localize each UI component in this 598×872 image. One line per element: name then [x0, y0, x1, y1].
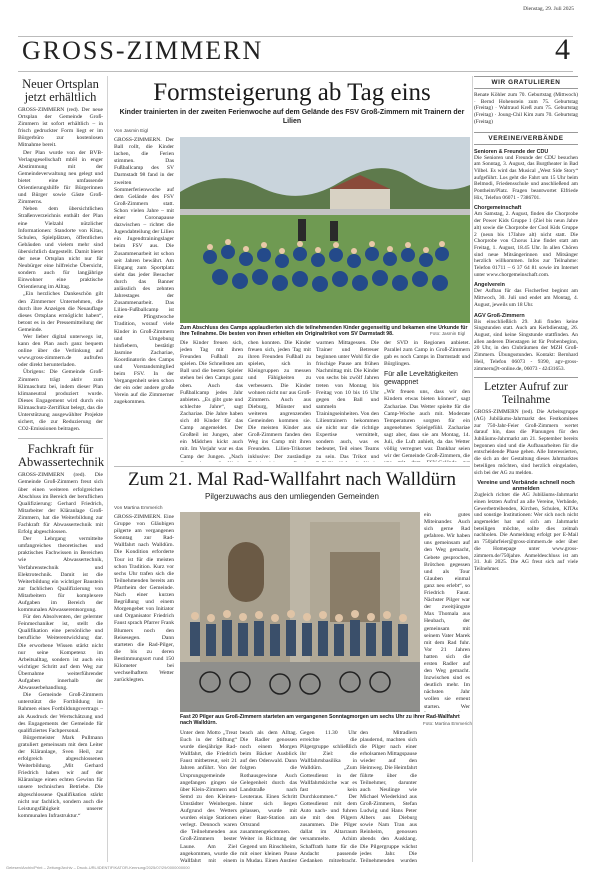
club-3-text: Der Aufbau für das Fischerfest beginnt am Mittwoch, 30. Juli und endet am Montag, 4. August, jeweils um 18 Uhr.	[474, 288, 578, 308]
article2-col2	[180, 730, 237, 862]
last-call-text-1: GROSS-ZIMMERN (red). Die Arbeitsgruppe (AG) Jubiläums-Jahrmarkt des Festkomitees zur 750-Jahr-Feier Groß-Zimmern wertet darauf hin, dass die Planungen für den Jubiläums-Jahrmarkt am 21. September bereits begonnen sind und die Aufbauarbeiten für die entscheidende Phase gehen. Alle Interessierten, die sich an der Gestaltung dieses Jahrmarktes beteiligen möchten, sind herzlich eingeladen, sich bei der AG zu melden.	[474, 409, 578, 476]
article1-col2-text: Die Kinder freuen sich, jeden Tag mit ihren Freunden Fußball zu spielen. Die Schnellsten am Ball und die besten Spieler stehen bei den Camps ganz oben. Auch das Fußballcamp jedes Jahr anbieten. „Es gibt gute und schlechte Jahre“, sagt Zachariae. Die Jahre haben sich 40 Kinder für das Camp angemeldet. Der Großteil ist Jungen, aber ein Mädchen kickt auch mit. Im Vorjahr war es das Camp der Jungen. „Nach	[180, 340, 243, 460]
abwasser-text-4: Die Gemeinde Groß-Zimmern unterstützt die Fortbildung im Rahmen eines Fortbildungsvertrags – als Ausdruck der Wertschätzung und des Engagements der Gemeinde für qualifiziertes Fachpersonal.	[18, 692, 103, 734]
article1-col1-text: GROSS-ZIMMERN. Der Ball rollt, die Kinder lachen, die Ferien stimmen. Das Fußballcamp des SV Darmstadt 98 fand in der zweiten Sommerferienwoche auf dem Gelände des FSV Groß-Zimmern statt. Schon vielen Jahre – mit einer Coronapause dazwischen – richtet die Jugendabteilung der Lilien ein Jugendtrainingslager beim FSV aus. Die Zusammenarbeit ist schon seit Jahren bewährt. Am Eingang zum Sportplatz sieht das jeder Besucher durch das Banner anlässlich des zehnten Jahrestages der Zusammenarbeit. Das Lilien-Fußballcamp ist eine Pfingstwoche Tradition, worauf viele Kinder in Groß-Zimmern und Umgebung hinfiebern, bestätigt Jasmine Zachariae, Koordinatorin des Camps und Vorstandsmitglied beim FSV. In der Vergangenheit seien schon der ein oder andere große Verein auf die Zimmerner zugekommen.	[114, 137, 174, 406]
article2-col3	[240, 730, 297, 862]
soccer-camp-photo	[180, 137, 470, 323]
abwasser-text-2: Der Lehrgang vermittelte umfangreiches theoretisches und praktisches Fachwissen in Bereichen wie Abwassertechnik, Verfahrenstechnik und Elektrotechnik. Damit ist die Weiterbildung ein wichtiger Baustein zur fachlichen Qualifizierung von Mitarbeitern für komplexere Aufgaben im Bereich der kommunalen Abwasserentsorgung.	[18, 536, 103, 614]
article2-col1	[114, 514, 174, 734]
photo2-credit: Foto: Martina Emmerich	[423, 721, 473, 726]
article1-col6-text: der SVD in Regionen anbietet. Parallel zum Camp in Groß-Zimmern gab es noch Camps in Darmstadt und Bürglingen.	[384, 340, 470, 368]
article2-col6-top	[424, 512, 470, 712]
article2-col1-text: GROSS-ZIMMERN. Eine Gruppe von Gläubigen pilgerte am vergangenen Sonntag zur Rad-Wallfahrt nach Walldürn. Die Kondition erforderte Tour ist für die meisten schon Tradition. Kurz vor sechs Uhr trafen sich die Teilnehmenden bereits am Pfarrheim der Gemeinde. Nach einer kurzen Begrüßung und einem Morgengebet von Initiator und Organisator Friedrich Faust sprach Pfarrer Frank Blumers noch den Reisesegen. Dann starteten die Rad-Pilger, die bis zu deren Bestimmungsort rund 150 Kilometer bei wechselhaftem Wetter zurücklegten.	[114, 514, 174, 684]
ortsplan-text-3: Neben dem übersichtlichen Straßenverzeichnis enthält der Plan eine Vielzahl nützlicher Informationen: Standorte von Kitas, Schulen, Spielplätzen, öffentlichen Gebäuden und vielem mehr sind übersichtlich dargestellt. Damit bietet der neue Ortsplan nicht nur für Neubürger eine hilfreiche Übersicht, sondern auch für langjährige Einwohner eine praktische Orientierung im Alltag.	[18, 206, 103, 291]
page-number: 4	[555, 33, 570, 66]
ortsplan-text-4: „Ein herzliches Dankeschön gilt den Zimmerner Unternehmen, die durch ihre Anzeigen die Neuauflage dieses Ortsplans ermöglicht haben“, betont es in der Pressemitteilung der Gemeinde.	[18, 291, 103, 333]
article2-col4	[300, 730, 357, 862]
club-2-title: Chorgemeinschaft	[474, 205, 522, 212]
photo1-credit: Foto: Jasmin Eigl	[430, 331, 466, 336]
clubs-header: VEREINE/VERBÄNDE	[474, 132, 578, 145]
article1-byline: Von Jasmin Eigl	[114, 129, 149, 134]
pilgrims-photo	[180, 512, 420, 712]
ortsplan-headline: Neuer Ortsplan jetzt erhältlich	[22, 77, 99, 104]
article2-col6-text: ein gutes Miteinander. Auch sich gerne Rad gefahren. Wir haben uns gemeinsam auf den Weg gemacht, Gebete gesprochen, Brötchen gegessen und als Tour Glauben einmal ganz neu erlebt“, so Friedrich Faust. Nächster Pilger war der zweitjüngste Max Thomala aus Heubach, der gemeinsam mit seinem Vater Marek mit dem Rad fuhr. Vor 21 Jahren hatten sich die ersten Radler auf den Weg gemacht. Inzwischen sind es deutlich mehr. Im nächsten Jahr wollen sie erneut starten. Wer	[424, 512, 470, 710]
abwasser-text-3: Für den Absolventen, der gelernter Feinmechaniker ist, stellt die Qualifikation eine persönliche und berufliche Weiterentwicklung dar. Die erworbene Wissen stärkt nicht nur seine Kompetenz im Arbeitsalltag, sondern ist auch ein wichtiger Schritt auf dem Weg zur Übernahme weiterführender Aufgaben innerhalb der Abwasserbehandlung.	[18, 614, 103, 692]
section-title: GROSS-ZIMMERN	[22, 36, 264, 65]
article2-col5-text: den Mitradlern plaudernd, machten sich die Pilger nach einer erholsamen Mittagspause wieder auf den Heimweg. Die Heimfahrt führte über die Teilnehmer, darunter auch Neulinge wie Michael Wiederkind aus Groß-Zimmern, Stefan Ludwig und Hans Peter Albers aus Dieburg sowie Nam Tran aus Reinheim, genossen abends den Ausklang. Die Pilgergruppe wächst jedes Jahr. Die Teilnehmenden wurden	[360, 730, 417, 862]
sidebar	[474, 76, 578, 866]
article2-col2-text: Unter dem Motto „Treat Euch in der Stiftung“ wurde diesjährige Rad-Wallfahrt, die Friedrich Faust mitbetreut, seit 21 Jahren anführt. Von der Ursprungsgemeinde angefangen gingen sie über Klein-Zimmern und Semd zu den Kleinen-Umstädter Weinbergen. Aufgrund des Wetters wurden einige Stationen verlegt. Dennoch waren die Teilnehmenden aus Groß-Zimmern bester Laune. Am Ziel angekommen, wurde die Wallfahrt mit einem	[180, 730, 237, 862]
club-4-text: Bis einschließlich 29. Juli finden keine Singstunden statt. Auch am Kerbdienstag, 26. August, sind keine Singstunde stattfinden. An allen anderen Dienstagen ist für Probenbeginn, 20 Uhr, in den Clubräumen der MZH Groß-Zimmern. Übungsstunden. Kontakt: Bernhard Heil, Telefon 06073 - 9390, agv-gross-zimmern@t-online.de, 06073 - 42431653.	[474, 318, 578, 372]
article1-subhead: Kinder trainierten in der zweiten Ferienwoche auf dem Gelände des FSV Groß-Zimmern mit Trainern der Lilien	[119, 109, 465, 125]
article1-col6b-text: „Wir freuen uns, dass wir den Kindern etwas bieten können“, sagt Zachariae. Das Wetter spielte für die Camp-Woche auch mit. Moderate Temperaturen sorgten für ein angenehmes Spielgefühl. Zachariae sagt aber, dass sie am Montag, 14. Juli, die Luft anhielt, da das Wetter völlig verregnet war. Dankbar seien wir der Gemeinde Groß-Zimmern, die	[384, 389, 470, 460]
article2-byline: Von Martina Emmerich	[114, 506, 163, 511]
club-1-text: Die Senioren und Freunde der CDU besuchen am Sonntag, 3. August, das Burgtheater in Bad Vilbel. Es wird das Musical „West Side Story“ aufgeführt. Los geht die Fahrt um 15 Uhr beim Belmodi, Friedensschule und anschließend am Pontheim/Platz. Fragen beantwortet Elfriede Hix, Telefon 06071 - 7386701.	[474, 154, 578, 201]
article2-col3-text: beach als dem Alltag. Die Radler genossen noch einem Morgen beim Bäcker Ausblick auf den Odenwald. Dann folgten die Rothausgewinne Auch Gelegenheit durch das Landstraße nach Leuteraus. Einen Schritt hinter sich liegen gelassen, wurde mit einer Rast-Station am Ortsrand zusammengekommen. Weiter in Richtung der Gegend um Rinschheim, mit einer kleinen Pause in Mudau. Einen Anstieg	[240, 730, 297, 862]
last-call-subhead: Vereine und Verbände schnell noch anmelden	[477, 480, 575, 493]
abwasser-text-1: GROSS-ZIMMERN (red). Die Gemeinde Groß-Zimmern freut sich über einen weiteren erfolgreichen Abschluss im Bereich der beruflichen Qualifizierung: Gerhard Friedrich, Mitarbeiter der Kläranlage Groß-Zimmern, hat die Weiterbildung zur Fachkraft für Abwassertechnik mit Erfolg abgeschlossen.	[18, 472, 103, 536]
article1-headline: Formsteigerung ab Tag eins	[153, 79, 431, 106]
congrats-text: Renate Köhler zum 70. Geburtstag (Mittwoch) · Bernd Hohenstein zum 75. Geburtstag (Freitag) · Waltraud Kreß zum 75. Geburtstag (Freitag) · Joung-Chil Kim zum 70. Geburtstag (Freitag)	[474, 92, 578, 125]
page-footer: Gelesen/Archiv/Print – Zeitung/Archiv – Druck-URL/IDENTIFIKATOR-Kennung/2025/07/29/0000000000	[6, 865, 190, 870]
last-call-text-2: Zugleich richtet die AG Jubiläums-Jahrmarkt einen letzten Aufruf an alle Vereine, Verbände, Gewerbetreibenden, Kirchen, Schulen, KITAs und sonstige Institutionen: Wer sich noch nicht angemeldet hat und sich am Jahrmarkt beteiligen möchte, sollte dies zeitnah nachholen. Die Anmeldung erfolgt per E-Mail an 750jahrfeier@gross-zimmern.de oder über die Homepage unter www.gross-zimmern.de/750jahre. Anmeldeschluss ist am 31. Juli 2025. Die AG freut sich auf viele Teilnehmer.	[474, 492, 578, 572]
article1-col3-text: chen konnten. Die Kinder freuen sich, jeden Tag mit ihren Freunden Fußball zu spielen, sich in Kleingruppen zu messen und Fähigkeiten zu verbessern. Die Kinder wohnen nicht nur aus Groß-Zimmern. Auch aus Dieburg, Münster und weiteren angrenzenden Gemeinden kommen sie. Die meisten Kinder aus Groß-Zimmern fanden den Weg ins Camp mit ihren Freunden. Lilien-Trikotset inklusive: Der zuständige	[248, 340, 311, 460]
article-separator	[114, 466, 470, 467]
abwasser-headline: Fachkraft für Abwassertechnik	[18, 442, 105, 470]
club-3-title: Angelverein	[474, 282, 505, 289]
column-divider	[107, 76, 108, 862]
article2-col4-text: Gegen 11.30 Uhr erreichte die Pilgergruppe schließlich ihr Ziel: die Wallfahrtsbasilika in Walldürn. „Zum Gottesdienst in der Wallfahrtskirche war es fast kein Durchkommen.“ Der Gottesdienst mit dem Auto nach- und fuhren sie mit den Pilgern zusammen. Die Pilger dallat im Altarraum versammelte. Achim Schaffrath hatte für die Andacht passende Gedanken mitgebracht.	[300, 730, 357, 862]
article1-col1	[114, 137, 174, 462]
issue-date: Dienstag, 29. Juli 2025	[523, 6, 574, 12]
ortsplan-text-1: GROSS-ZIMMERN (red). Der neue Ortsplan der Gemeinde Groß-Zimmern ist sofort erhältlich – in frisch gedruckter Form liegt er im Bürgerbüro zur kostenlosen Mitnahme bereit.	[18, 107, 103, 149]
last-call-headline: Letzter Aufruf zur Teilnahme	[484, 381, 568, 406]
ortsplan-text-5: Wer lieber digital unterwegs ist, kann den Plan auch ganz bequem online über die Verlinkung auf www.gross-zimmern.de aufrufen oder direkt herunterladen.	[18, 334, 103, 369]
ortsplan-text-6: Übrigens: Die Gemeinde Groß-Zimmern trägt aktiv zum Klimaschutz bei, indem dieser Plan klimaneutral produziert wurde. Dieses Engagement wird durch ein Klimaschutz-Zertifikat belegt, das die Unterstützung ausgewählter Projekte sichert, die zur Reduzierung der CO2-Emissionen beitragen.	[18, 369, 103, 433]
article2-headline: Zum 21. Mal Rad-Wallfahrt nach Walldürn	[128, 469, 456, 490]
article2-col5	[360, 730, 417, 862]
article1-col4	[316, 340, 379, 462]
sidebar-divider	[472, 76, 473, 862]
article2-subhead: Pilgerzuwachs aus den umliegenden Gemeinden	[205, 492, 379, 501]
club-1-title: Senioren & Freunde der CDU	[474, 148, 549, 155]
ortsplan-text-2: Der Plan wurde von der BVB-Verlagsgesellschaft mbH in enger Abstimmung mit der Gemeindeverwaltung neu gelegt und bietet eine umfassende Orientierungshilfe für Bürgerinnen und Bürger sowie Gäste Groß-Zimmerns.	[18, 149, 103, 206]
abwasser-text-5: Bürgermeister Mark Pullmann gratuliert gemeinsam mit dem Leiter der Kläranlage, Sven Heil, zur erfolgreich abgeschlossenen Weiterbildung. „Mit Gerhard Friedrich haben wir auf der Kläranlage einen echten Gewinn für unsere technischen Betriebe. Die abgeschlossene Qualifikation stärkt nicht nur fachlich, sondern auch die Leistungsfähigkeit unserer kommunalen Infrastruktur.“	[18, 734, 103, 819]
club-4-title: AGV Groß-Zimmern	[474, 312, 525, 319]
photo2-caption: Fast 20 Pilger aus Groß-Zimmern starteten am vergangenen Sonntagmorgen um sechs Uhr zu ihrer Rad-Wallfahrt nach Walldürn.	[180, 714, 460, 727]
article1-col6	[384, 340, 470, 462]
photo1-caption: Zum Abschluss des Camps applaudierten sich die teilnehmenden Kinder gegenseitig und bekamen eine Urkunde für ihre Teilnahme. Die besten von ihnen erhielten ein Originaltrikot vom SV Darmstadt 98.	[180, 325, 468, 338]
left-column	[18, 78, 103, 820]
article1-col4-text: warmen Mittagessen. Die Trainer und Betreuer beginnen unter Wohl für die frischige Pause am frühen Nachmittag mit. Die Kinder von sechs bis zwölf Jahren treten von Montag bis Freitag von 10 bis 16 Uhr gegen den Ball und sammeln Trainingseinheiten. Von den Lilientrainern bekommen sie nicht nur die richtige Expertise vermittelt, sondern auch, was es bedeutet, Teil eines Teams zu sein. Das Trikot und	[316, 340, 379, 460]
article1-col6-subhead: Für alle Leveltätigkeiten gewappnet	[384, 371, 458, 387]
article1-col3	[248, 340, 311, 462]
article1-col2	[180, 340, 243, 462]
club-2-text: Am Samstag, 2. August, finden die Chorprobe der Power Kids Gruppe 1 (Ziel bis neun Jahre alt) sowie die Chorprobe der Cool Kids Gruppe 2 (neun bis 17Jahre alt) nicht statt. Die Chorprobe von Chorus Line findet statt am Freitag, 1. August, 18.45 Uhr. In allen Chören sind neue Mitsängerinnen und Mitsänger herzlich willkommen. Infos zur Teilnahme: Telefon 01711 – 6 37 64 81 sowie im Internet unter www.chorgemeinschaft.com.	[474, 211, 578, 278]
congrats-header: WIR GRATULIEREN	[474, 76, 578, 89]
